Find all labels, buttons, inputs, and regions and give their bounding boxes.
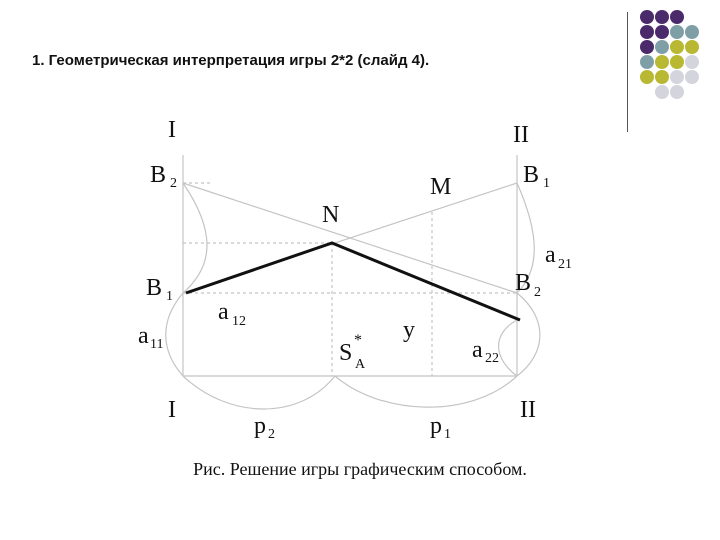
axis-i-bottom-label: I xyxy=(168,397,176,423)
b1-left-sub: 1 xyxy=(166,289,173,304)
sa-label: S xyxy=(339,340,353,366)
b2-left-label: B xyxy=(150,162,167,188)
b1-right-sub: 1 xyxy=(543,176,550,191)
figure-caption: Рис. Решение игры графическим способом. xyxy=(193,459,527,479)
arc-p1 xyxy=(335,376,517,407)
point-y-label: y xyxy=(403,317,415,343)
slide-title: 1. Геометрическая интерпретация игры 2*2 (слайд 4). xyxy=(32,52,430,69)
axis-ii-bottom-label: II xyxy=(520,397,536,423)
lower-envelope xyxy=(186,243,520,320)
axis-ii-top-label: II xyxy=(513,122,529,148)
p1-sub: 1 xyxy=(444,427,451,442)
p2-label: p xyxy=(254,413,266,439)
b1-right-label: B xyxy=(523,162,540,188)
p2-sub: 2 xyxy=(268,427,275,442)
arc-b2-b1 xyxy=(183,183,207,293)
point-n-label: N xyxy=(322,202,340,228)
arc-right-lower xyxy=(517,293,540,376)
a22-label: a xyxy=(472,337,483,363)
b1-left-label: B xyxy=(146,275,163,301)
a11-label: a xyxy=(138,323,149,349)
sa-sub: A xyxy=(355,357,366,372)
axis-i-top-label: I xyxy=(168,117,176,143)
point-m-label: M xyxy=(430,174,452,200)
b2-right-label: B xyxy=(515,270,532,296)
a21-sub: 21 xyxy=(558,257,572,272)
a11-sub: 11 xyxy=(150,337,164,352)
arc-p2 xyxy=(183,376,335,409)
b2-left-sub: 2 xyxy=(170,176,177,191)
a21-label: a xyxy=(545,242,556,268)
arc-a22 xyxy=(499,320,517,376)
a12-label: a xyxy=(218,299,229,325)
sa-sup: * xyxy=(354,332,362,349)
b2-right-sub: 2 xyxy=(534,285,541,300)
a22-sub: 22 xyxy=(485,351,499,366)
arc-a11 xyxy=(166,293,183,376)
p1-label: p xyxy=(430,413,442,439)
a12-sub: 12 xyxy=(232,314,246,329)
